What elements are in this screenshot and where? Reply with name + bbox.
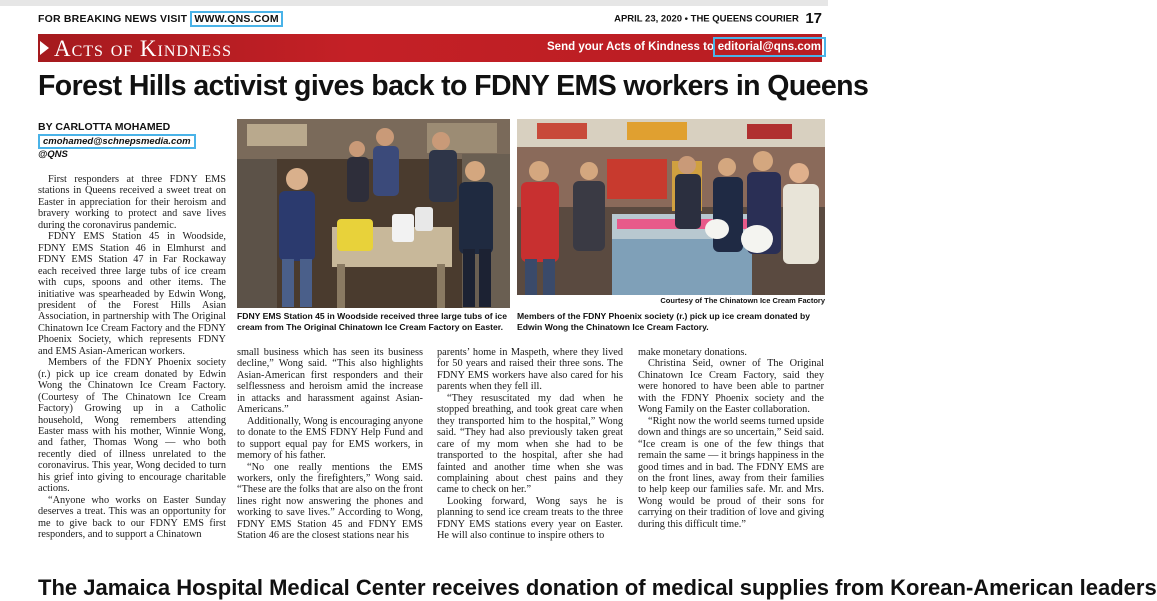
paragraph: “They resuscitated my dad when he stopped breathing, and took great care when they transported him to the hospital,” Wong said. “They had also previously taken great care of my mom when she had to be transported to the hospital, after she had fainted and another time when she was complaining about chest pains and they came to check on her.” xyxy=(437,392,623,496)
paragraph: parents’ home in Maspeth, where they lived for 50 years and raised their three sons. The FDNY EMS workers have also cared for his parents when they fell ill. xyxy=(437,347,623,393)
article-column-4 xyxy=(638,347,824,530)
paragraph: make monetary donations. xyxy=(638,347,747,358)
paragraph: “No one really mentions the EMS workers, only the firefighters,” Wong said. “These are the folks that are also on the front lines right now answering the phones and working to save lives.” According to Wong, FDNY EMS Station 45 and FDNY EMS Station 46 are the closest stations near his xyxy=(237,461,423,542)
top-strip xyxy=(0,0,828,6)
paragraph: Members of the FDNY Phoenix society (r.) pick up ice cream donated by Edwin Wong the Chinatown Ice Cream Factory. (Courtesy of The Chinatown Ice Cream Factory) Growing up in a Catholic household, Wong remembers attending Easter mass with his mother, Winnie Wong, and father, Thomas Wong — who both recently died of illness unrelated to the coronavirus. This year, Wong decided to turn his grief into giving to encourage charitable actions. xyxy=(38,357,226,495)
breaking-news-line xyxy=(38,13,283,25)
article-column-2 xyxy=(237,347,423,542)
photo-station-45 xyxy=(237,119,510,308)
paragraph: FDNY EMS Station 45 in Woodside, FDNY EMS Station 46 in Elmhurst and FDNY EMS Station 47 in Far Rockaway each received three large tubs of ice cream with cups, spoons and other items. The initiative was spearheaded by Edwin Wong, president of the Forest Hills Asian Association, in partnership with The Original Chinatown Ice Cream Factory and the FDNY Phoenix Society, which represents FDNY and EMS Asian-American workers. xyxy=(38,231,226,357)
byline: BY CARLOTTA MOHAMED xyxy=(38,121,171,133)
article-headline: Forest Hills activist gives back to FDNY EMS workers in Queens xyxy=(38,70,869,102)
photo-station-45-image xyxy=(237,119,510,308)
photo-caption-1: FDNY EMS Station 45 in Woodside received three large tubs of ice cream from The Original Chinatown Ice Cream Factory on Easter. xyxy=(237,311,507,332)
send-kindness-text: Send your Acts of Kindness to xyxy=(547,41,714,53)
section-title: Acts of Kindness xyxy=(54,36,233,61)
author-email-link[interactable]: cmohamed@schnepsmedia.com xyxy=(38,134,196,149)
paragraph: Additionally, Wong is encouraging anyone to donate to the EMS FDNY Help Fund and to support equal pay for EMS workers, in memory of his father. xyxy=(237,415,423,462)
arrow-right-icon xyxy=(40,41,49,55)
breaking-news-url-link[interactable]: WWW.QNS.COM xyxy=(190,11,282,27)
publication-line xyxy=(614,10,822,28)
editorial-email-link[interactable]: editorial@qns.com xyxy=(713,37,826,57)
article-column-3 xyxy=(437,347,623,542)
next-article-headline-cutoff xyxy=(38,575,1157,600)
paragraph: Looking forward, Wong says he is planning to send ice cream treats to the three FDNY EMS stations every year on Easter. He will also continue to inspire others to xyxy=(437,495,623,542)
next-article-headline: The Jamaica Hospital Medical Center receives donation of medical supplies from Korean-American leaders xyxy=(38,575,1157,600)
article-column-1 xyxy=(38,174,226,541)
page-number: 17 xyxy=(805,10,822,28)
paragraph: Christina Seid, owner of The Original Chinatown Ice Cream Factory, said they were honored to have been able to partner with the FDNY Phoenix society and the Wong Family on the Easter collaboration. xyxy=(638,358,824,416)
paragraph: “Right now the world seems turned upside down and things are so uncertain,” Seid said. “Ice cream is one of the few things that remain the same — it brings happiness in the good times and in bad. The FDNY EMS are on the front lines, away from their families to help keep our families safe. Mr. and Mrs. Wong would be proud of their sons for carrying on their tradition of love and giving during this difficult time.” xyxy=(638,415,824,530)
publication-date: APRIL 23, 2020 • THE QUEENS COURIER xyxy=(614,13,799,25)
author-handle: @QNS xyxy=(38,149,68,160)
paragraph: First responders at three FDNY EMS stations in Queens received a sweet treat on Easter in appreciation for their heroism and bravery working to protect and save lives during the coronavirus pandemic. xyxy=(38,174,226,231)
photo-caption-2: Members of the FDNY Phoenix society (r.) pick up ice cream donated by Edwin Wong the Chinatown Ice Cream Factory. xyxy=(517,311,811,332)
photo-phoenix-society xyxy=(517,119,825,295)
photo-phoenix-society-image xyxy=(517,119,825,295)
page-header xyxy=(38,10,822,30)
paragraph: “Anyone who works on Easter Sunday deserves a treat. This was an opportunity for me to give back to our FDNY EMS first responders, and to support a Chinatown xyxy=(38,494,226,541)
breaking-news-prefix: FOR BREAKING NEWS VISIT xyxy=(38,13,191,25)
section-banner xyxy=(38,34,822,62)
paragraph: small business which has seen its business decline,” Wong said. “This also highlights Asian-American first responders and their selflessness and heroism amid the increase in attacks and harassment against Asian-Americans.” xyxy=(237,347,423,416)
photo-credit: Courtesy of The Chinatown Ice Cream Factory xyxy=(660,296,825,305)
